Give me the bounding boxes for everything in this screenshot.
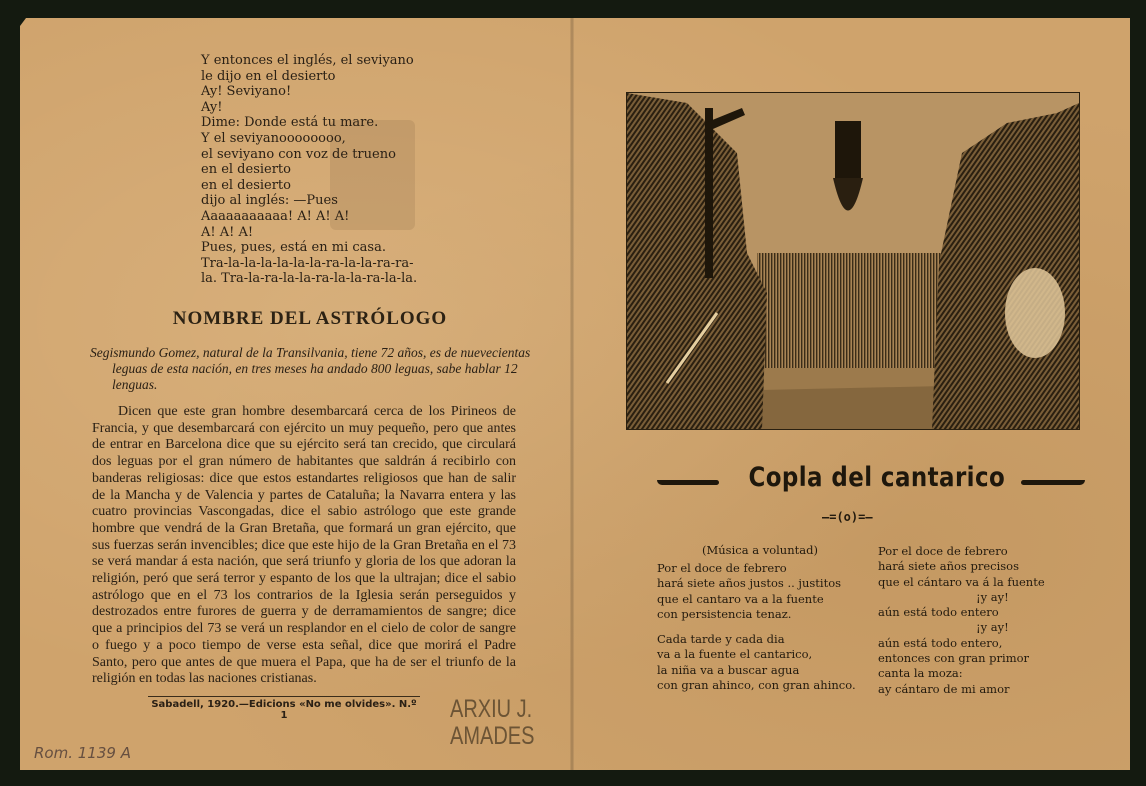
verse-line: Por el doce de febrero: [657, 561, 787, 575]
poem-line: Tra-la-la-la-la-la-la-ra-la-la-ra-ra-: [201, 255, 414, 271]
poem-line: Y el seviyanoooooooo,: [201, 130, 346, 146]
verse-line: canta la moza:: [878, 666, 963, 681]
poem-line: la. Tra-la-ra-la-la-ra-la-la-ra-la-la.: [201, 271, 418, 287]
imprint-rule: [148, 696, 420, 697]
woodcut-illustration: [626, 92, 1080, 430]
verse-line: ay cántaro de mi amor: [878, 681, 1010, 696]
verse-line: la niña va a buscar agua: [657, 662, 800, 677]
archive-stamp: [450, 696, 534, 750]
music-note: (Música a voluntad): [702, 543, 818, 557]
refrain-line: ¡y ay!: [976, 589, 1009, 604]
section-heading: NOMBRE DEL ASTRÓLOGO: [172, 308, 448, 329]
stamp-line: ARXIU J.: [450, 695, 533, 723]
poem-line: Aaaaaaaaaaa! A! A! A!: [201, 208, 350, 224]
verse-line: entonces con gran primor: [878, 651, 1030, 666]
verse-line: hará siete años justos .. justitos: [657, 576, 842, 591]
copla-column-1: [657, 561, 856, 693]
verse-line: aún está todo entero: [878, 605, 999, 620]
copla-title-row: [655, 462, 1085, 502]
woodcut-scene: [627, 93, 1079, 429]
center-fold: [570, 18, 574, 770]
refrain-line: ¡y ay!: [976, 620, 1009, 635]
ornament-divider: —=(o)=—: [822, 510, 873, 524]
poem-line: en el desierto: [201, 177, 291, 193]
hanging-figure: [835, 121, 861, 181]
verse-line: hará siete años precisos: [878, 559, 1019, 574]
verse-line: con persistencia tenaz.: [657, 606, 792, 621]
poem-line: le dijo en el desierto: [201, 68, 336, 84]
poem-line: el seviyano con voz de trueno: [201, 146, 396, 162]
swash-right: [1021, 480, 1085, 485]
verse-line: va a la fuente el cantarico,: [657, 647, 813, 662]
poem-line: A! A! A!: [201, 224, 254, 240]
poem-line: Dime: Donde está tu mare.: [201, 115, 379, 131]
verse-line: con gran ahinco, con gran ahinco.: [657, 678, 856, 693]
verse-line: aún está todo entero,: [878, 635, 1003, 650]
poem-line: Y entonces el inglés, el seviyano: [201, 53, 414, 68]
copla-column-2: [878, 544, 1045, 697]
poem-line: dijo al inglés: —Pues: [201, 193, 338, 209]
astrologer-intro: Segismundo Gomez, natural de la Transilvania, tiene 72 años, es de nuevecientas leguas de esta nación, en tres meses ha andado 800 leguas, sabe hablar 12 lenguas.: [90, 345, 531, 392]
poem: [201, 53, 417, 287]
poem-line: Pues, pues, está en mi casa.: [201, 240, 386, 256]
prophecy-text: Dicen que este gran hombre desembarcará cerca de los Pirineos de Francia, y que desembarcará con ejército un muy pequeño, pero que antes de entrar en Barcelona dice que su ejército será tan crecido, que circulará dos leguas por el gran número de habitantes que saldrán á recibirlo con banderas religiosas: dice que estos estandartes religiosos que han de salir de la Mancha y de Valencia y partes de Cataluña; la Navarra entera y las cuatro provincias Vascongadas, dice el sabio astrólogo que este grande hombre que vendrá de la Gran Bretaña, que formará un gran ejército, que sus fuerzas serán invencibles; dice que este hijo de la Gran Bretaña en el 73 se verá mandar á esta nación, que será triunfo y gloria de los que adoran la religión, peró que será terror y espanto de los que la ultrajan; dice el sabio astrólogo que en el 73 los contrarios de la Iglesia serán perseguidos y destrozados entre furores de guerra y de derramamientos de sangre; dice que a principios del 73 se verá un resplandor en el cielo de color de sangre o fuego y a poco tiempo de verse esta señal, dice que morirá el Padre Santo, pero que antes de que muera el Papa, que ha de ser el triunfo de la religión en todas las naciones cristianas.: [92, 404, 516, 687]
imprint: Sabadell, 1920.—Edicions «No me olvides». N.º 1: [151, 699, 417, 721]
stamp-line: AMADES: [450, 722, 535, 750]
verse-line: que el cantaro va a la fuente: [657, 591, 824, 606]
poem-line: en el desierto: [201, 162, 291, 178]
poem-line: Ay!: [201, 99, 223, 115]
verse-line: que el cántaro va á la fuente: [878, 574, 1045, 589]
poem-line: Ay! Seviyano!: [201, 84, 292, 100]
swash-left: [657, 480, 719, 485]
verse-line: Por el doce de febrero: [878, 544, 1008, 558]
copla-title: Copla del cantarico: [748, 462, 1006, 493]
wall: [757, 253, 947, 368]
verse-line: Cada tarde y cada dia: [657, 632, 785, 647]
shelfmark: Rom. 1139 A: [34, 744, 131, 762]
gallows: [705, 108, 713, 278]
